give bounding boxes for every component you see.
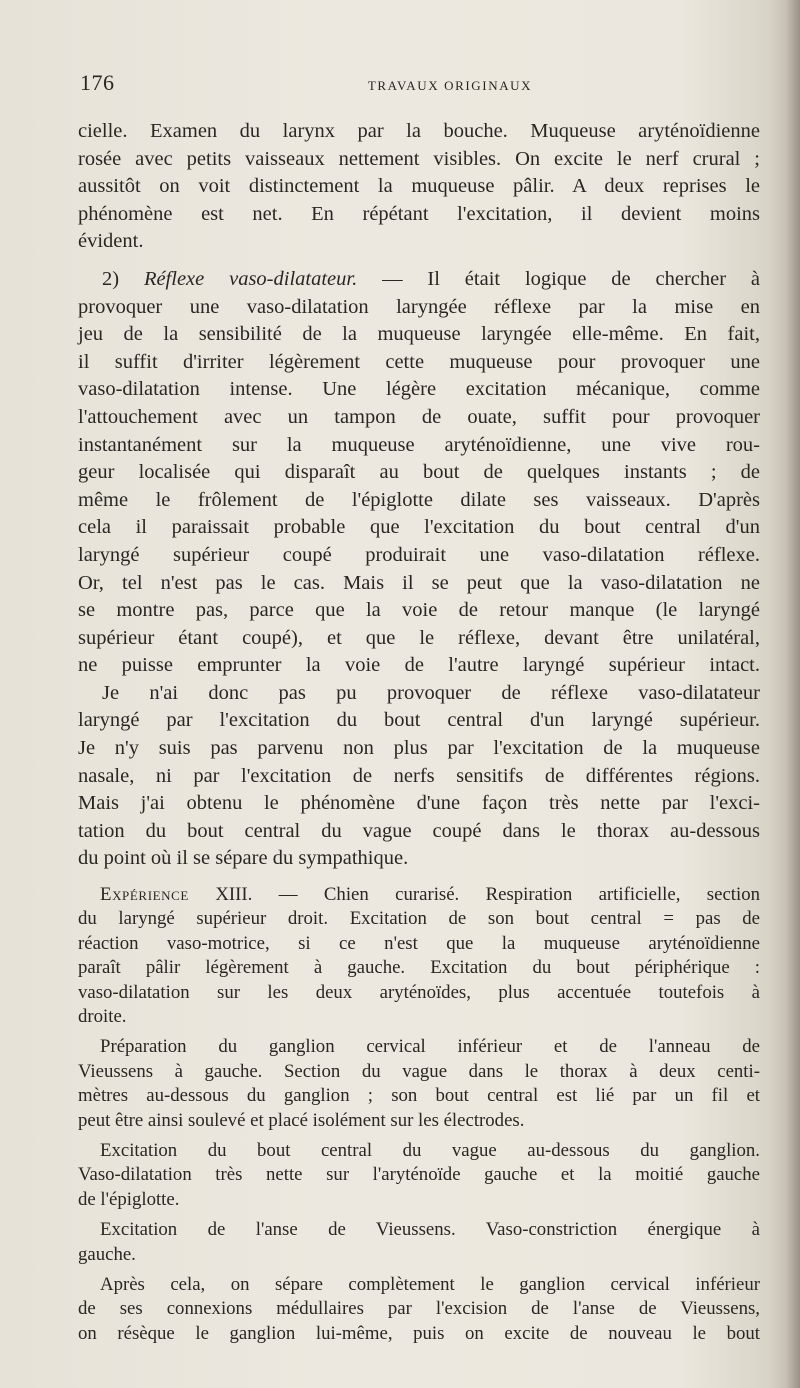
text-line: cela il paraissait probable que l'excitation du bout central d'un — [78, 516, 760, 539]
text-line: provoquer une vaso-dilatation laryngée réflexe par la mise en — [78, 295, 760, 318]
text-line: se montre pas, parce que la voie de retour manque (le laryngé — [78, 599, 760, 622]
paragraph-3 — [78, 680, 760, 873]
page-number: 176 — [80, 70, 115, 95]
experiment-block — [78, 883, 760, 1346]
running-head: TRAVAUX ORIGINAUX — [367, 78, 533, 93]
text-line: l'attouchement avec un tampon de ouate, suffit pour provoquer — [78, 405, 760, 428]
text-line: il suffit d'irriter légèrement cette muqueuse pour provoquer une — [78, 350, 760, 373]
text-line: laryngé par l'excitation du bout central d'un laryngé supérieur. — [78, 709, 760, 732]
section-heading-line — [78, 266, 760, 294]
text-line: Je n'y suis pas parvenu non plus par l'excitation de la muqueuse — [78, 737, 760, 760]
text-line: on résèque le ganglion lui-même, puis on excite de nouveau le bout — [78, 1322, 760, 1344]
text-line: vaso-dilatation intense. Une légère excitation mécanique, comme — [78, 378, 760, 401]
text-line: rosée avec petits vaisseaux nettement visibles. On excite le nerf crural ; — [78, 147, 760, 170]
section-title: Réflexe vaso-dilatateur. — [143, 267, 358, 290]
text-line: Préparation du ganglion cervical inférieur et de l'anneau de — [100, 1036, 760, 1058]
text-line: du laryngé supérieur droit. Excitation de son bout central = pas de — [78, 908, 760, 930]
text-line: aussitôt on voit distinctement la muqueuse pâlir. A deux reprises le — [78, 175, 760, 198]
text-line: supérieur étant coupé), et que le réflexe, devant être unilatéral, — [78, 626, 760, 649]
text-line: cielle. Examen du larynx par la bouche. Muqueuse aryténoïdienne — [78, 120, 760, 142]
text-line: de l'épiglotte. — [78, 1188, 180, 1210]
text-line: peut être ainsi soulevé et placé isolément sur les électrodes. — [78, 1109, 525, 1131]
text-line: évident. — [78, 230, 144, 253]
text-span: — Il était logique de chercher à — [382, 267, 760, 290]
text-span: XIII. — Chien curarisé. Respiration artificielle, section — [215, 884, 760, 906]
text-line: ne puisse emprunter la voie de l'autre laryngé supérieur intact. — [78, 654, 760, 677]
page-header — [80, 70, 760, 100]
text-line: phénomène est net. En répétant l'excitation, il devient moins — [78, 202, 760, 225]
paragraph-1 — [78, 118, 760, 256]
text-line: geur localisée qui disparaît au bout de quelques instants ; de — [78, 461, 760, 484]
page-edge-shadow — [786, 0, 800, 1388]
experiment-heading-line — [78, 883, 760, 907]
text-line: mètres au-dessous du ganglion ; son bout central est lié par un fil et — [78, 1085, 760, 1107]
text-line: paraît pâlir légèrement à gauche. Excitation du bout périphérique : — [78, 957, 760, 979]
text-line: droite. — [78, 1005, 127, 1027]
text-line: Excitation de l'anse de Vieussens. Vaso-constriction énergique à — [100, 1219, 760, 1241]
text-line: gauche. — [78, 1243, 136, 1265]
text-line: laryngé supérieur coupé produirait une vaso-dilatation réflexe. — [78, 543, 760, 566]
text-line: Je n'ai donc pas pu provoquer de réflexe vaso-dilatateur — [102, 681, 760, 704]
body-text — [78, 118, 760, 1346]
section-number: 2) — [102, 267, 120, 290]
text-line: Vieussens à gauche. Section du vague dans le thorax à deux centi- — [78, 1060, 760, 1082]
text-line: tation du bout central du vague coupé dans le thorax au-dessous — [78, 819, 760, 842]
text-line: Après cela, on sépare complètement le ganglion cervical inférieur — [100, 1273, 760, 1295]
text-line: du point où il se sépare du sympathique. — [78, 847, 409, 870]
paragraph-reflexe — [78, 266, 760, 680]
text-line: Or, tel n'est pas le cas. Mais il se peut que la vaso-dilatation ne — [78, 571, 760, 594]
text-line: nasale, ni par l'excitation de nerfs sensitifs de différentes régions. — [78, 764, 760, 787]
text-line: jeu de la sensibilité de la muqueuse laryngée elle-même. En fait, — [78, 323, 760, 346]
text-line: instantanément sur la muqueuse aryténoïdienne, une vive rou- — [78, 433, 760, 456]
text-line: Excitation du bout central du vague au-dessous du ganglion. — [100, 1139, 760, 1161]
text-line: réaction vaso-motrice, si ce n'est que la muqueuse aryténoïdienne — [78, 932, 760, 954]
text-line: vaso-dilatation sur les deux aryténoïdes, plus accentuée toutefois à — [78, 981, 760, 1003]
experiment-label: Expérience — [100, 884, 189, 906]
text-line: Mais j'ai obtenu le phénomène d'une façon très nette par l'exci- — [78, 792, 760, 815]
text-line: de ses connexions médullaires par l'excision de l'anse de Vieussens, — [78, 1298, 760, 1320]
text-line: même le frôlement de l'épiglotte dilate ses vaisseaux. D'après — [78, 488, 760, 511]
text-line: Vaso-dilatation très nette sur l'aryténoïde gauche et la moitié gauche — [78, 1164, 760, 1186]
